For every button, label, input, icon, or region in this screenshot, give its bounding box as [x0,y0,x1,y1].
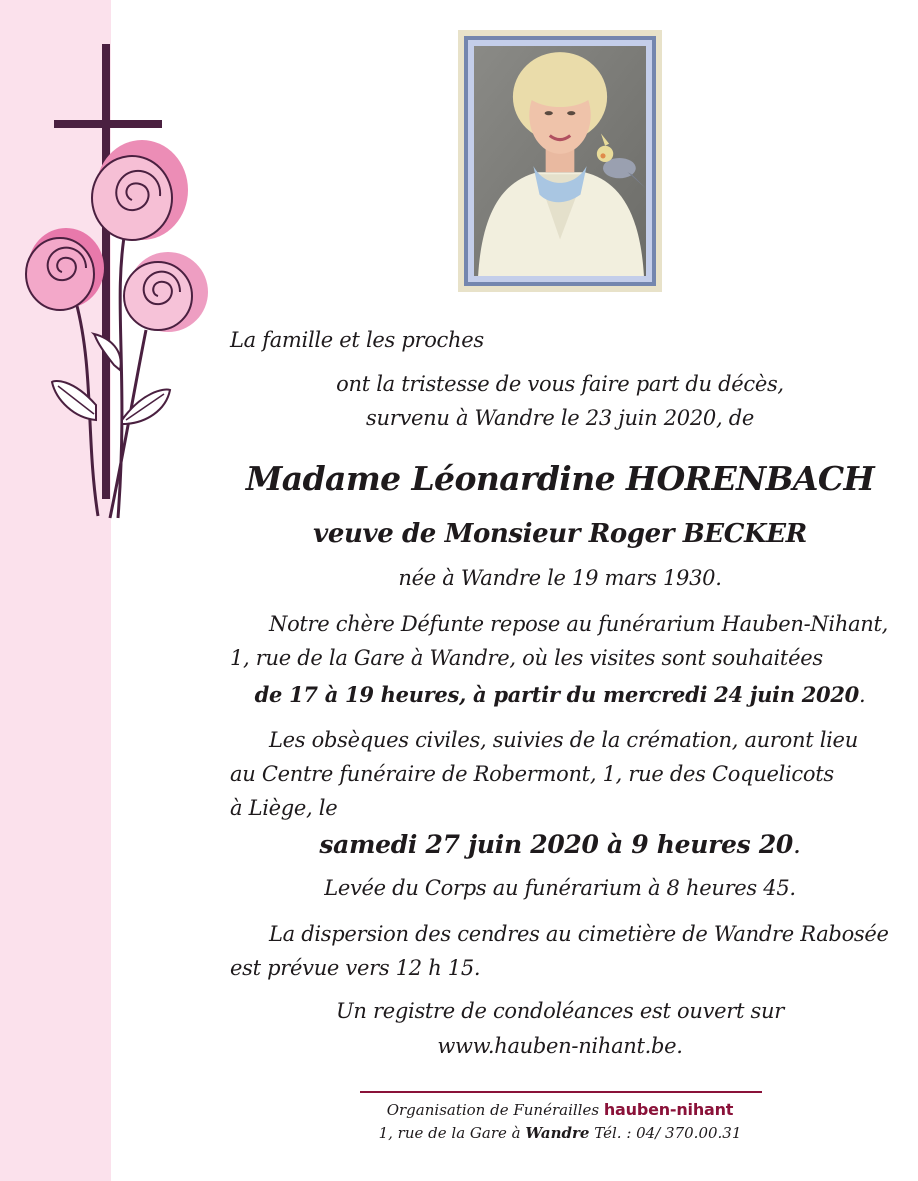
brand-logo-text: hauben-nihant [603,1100,734,1119]
ceremony-date: samedi 27 juin 2020 à 9 heures 20. [319,830,801,859]
condolences-line-1: Un registre de condoléances est ouvert sur [336,999,784,1023]
levee-text: Levée du Corps au funérarium à 8 heures 45. [324,876,796,900]
footer-address: 1, rue de la Gare à Wandre Tél. : 04/ 370.00.31 [378,1124,742,1142]
intro-line-3: survenu à Wandre le 23 juin 2020, de [366,406,754,430]
portrait-photo [474,46,646,276]
dispersion-line-2: est prévue vers 12 h 15. [230,956,481,980]
intro-line-2: ont la tristesse de vous faire part du décès, [336,372,784,396]
condolences-website[interactable]: www.hauben-nihant.be. [437,1034,683,1058]
cross-and-roses-icon [14,40,214,530]
intro-line-1: La famille et les proches [230,328,484,352]
dispersion-line-1: La dispersion des cendres au cimetière de Wandre Rabosée [269,922,889,946]
visitation-line-1: Notre chère Défunte repose au funérarium Hauben-Nihant, [269,612,889,636]
birth-info: née à Wandre le 19 mars 1930. [398,566,722,590]
visitation-line-2: 1, rue de la Gare à Wandre, où les visites sont souhaitées [230,646,823,670]
ceremony-line-2: au Centre funéraire de Robermont, 1, rue des Coquelicots [230,762,834,786]
deceased-name: Madame Léonardine HORENBACH [245,459,875,498]
ceremony-line-1: Les obsèques civiles, suivies de la crémation, auront lieu [269,728,858,752]
widow-of: veuve de Monsieur Roger BECKER [313,519,807,549]
ceremony-line-3: à Liège, le [230,796,338,820]
portrait-frame [458,30,662,292]
footer-divider [360,1091,762,1093]
visitation-hours: de 17 à 19 heures, à partir du mercredi 24 juin 2020. [254,682,866,707]
funeral-organization: Organisation de Funérailles hauben-nihant [386,1100,734,1119]
